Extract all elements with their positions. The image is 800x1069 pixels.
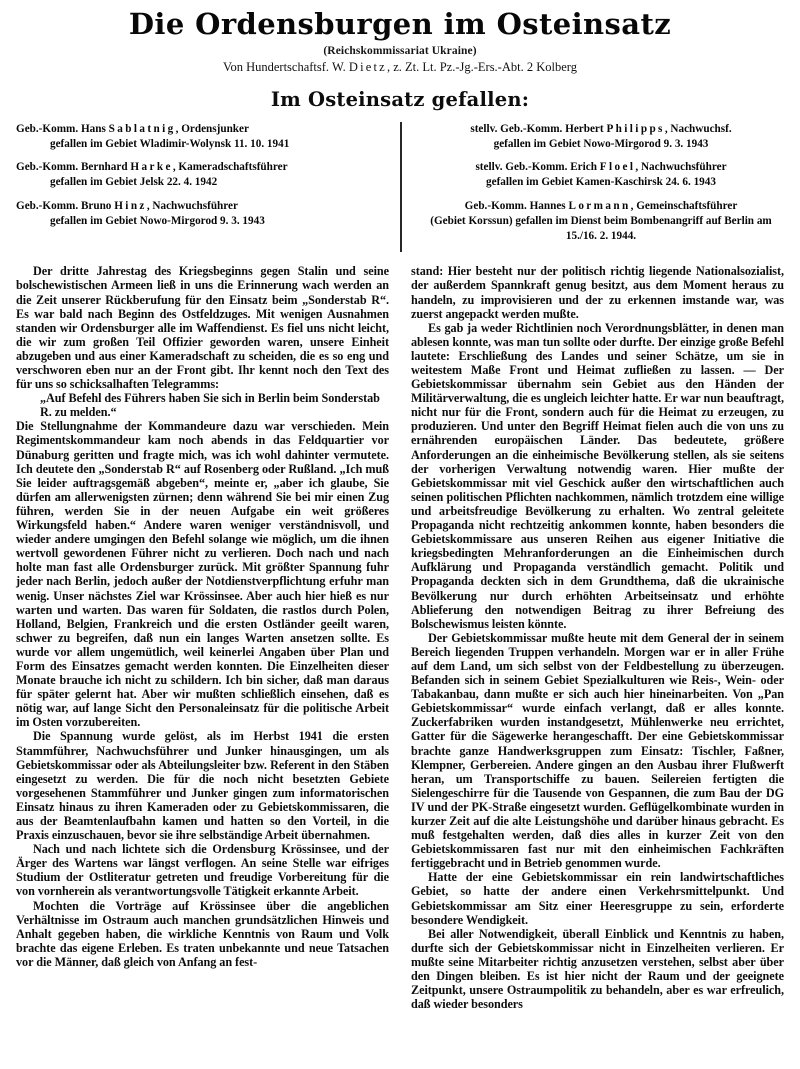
casualty-entry (16, 122, 388, 152)
casualty-roll-right-column (400, 122, 784, 252)
casualty-role: , Gemeinschaftsführer (630, 200, 738, 213)
casualty-roll (14, 122, 786, 252)
casualty-rank: Geb.-Komm. Bernhard (16, 161, 131, 174)
section-heading-fallen: Im Osteinsatz gefallen: (270, 87, 530, 111)
masthead (14, 0, 786, 111)
casualty-name: Sablatnig (108, 122, 176, 135)
casualty-rank: Geb.-Komm. Hans (16, 122, 109, 135)
casualty-entry (418, 160, 784, 190)
paragraph: stand: Hier besteht nur der politisch richtig liegende Nationalsozialist, der außerdem Spannkraft genug besitzt, aus dem Moment heraus zu handeln, zu improvisieren und der zu erkennen imstande war, was zuerst angepackt werden mußte. (411, 264, 784, 321)
casualty-entry (418, 122, 784, 152)
paragraph: Die Stellungnahme der Kommandeure dazu war verschieden. Mein Regimentskommandeur kam noch abends in das Feldquartier vor Dünaburg geritten und fragte mich, was ich wohl dahinter vermutete. Ich deutete den „Sonderstab R“ auf Rosenberg oder Rußland. „Ich muß Sie leider auftragsgemäß abgeben“, meinte er, „aber ich glaube, Sie dürfen am allerwenigsten zürnen; denn während Sie bei mir einen Zug führen, werden Sie in der neuen Aufgabe ein weit größeres Wirkungsfeld haben.“ Andere waren weniger verständnisvoll, und wieder andere umgingen den Befehl solange wie möglich, um die ihnen wertvoll gewordenen Führer nicht zu verlieren. Doch nach und nach holte man fast alle Ordensburger zurück. Mit größter Spannung fuhr jeder nach Berlin, jedoch außer der Notdienstverpflichtung erfuhr man wenig. Unser nächstes Ziel war Krössinsee. Aber auch hier hieß es nur warten und warten. Das waren für Soldaten, die rastlos durch Polen, Holland, Belgien, Frankreich und die ersten Ostländer geeilt waren, schwer zu begreifen, daß nun ein langes Warten ansetzen sollte. Es wurde vor allem ungemütlich, weil keinerlei Angaben über Plan und Form des Einsatzes gemacht werden konnten. Die Einzelheiten dieser Monate brauche ich nicht zu schildern. Ich bin sicher, daß man daraus für später gelernt hat. Aber wir mußten schließlich einsehen, daß es nötig war, auf lange Sicht den Personaleinsatz für die politische Arbeit im Osten vorzubereiten. (16, 419, 389, 730)
casualty-name: Philipps (606, 122, 665, 135)
byline-author-name: Dietz (348, 59, 387, 74)
casualty-rank: Geb.-Komm. Bruno (16, 200, 115, 213)
casualty-role: , Kameradschaftsführer (172, 161, 288, 174)
casualty-name: Hinz (114, 200, 147, 213)
casualty-rank: stellv. Geb.-Komm. Erich (475, 161, 600, 174)
casualty-name: Lormann (568, 200, 631, 213)
casualty-rank: Geb.-Komm. Hannes (464, 200, 569, 213)
casualty-entry (418, 199, 784, 243)
paragraph: Bei aller Notwendigkeit, überall Einblick und Kenntnis zu haben, durfte sich der Gebietskommissar nicht in Einzelheiten verlieren. Er mußte seine Mitarbeiter richtig anzusetzen verstehen, selbst aber über den Dingen bleiben. Es ist hier nicht der Raum und der geeignete Zeitpunkt, unsere Ostraumpolitik zu behandeln, aber es war erfreulich, daß wieder besonders (411, 926, 784, 1012)
casualty-detail: gefallen im Gebiet Jelsk 22. 4. 1942 (50, 176, 218, 189)
body-column-left (16, 264, 400, 1011)
paragraph: Hatte der eine Gebietskommissar ein rein landwirtschaftliches Gebiet, so hatte der andere einen Verkehrsmittelpunkt. Und Gebietskommissar am Sitz einer Heeresgruppe zu sein, erforderte besondere Wendigkeit. (411, 870, 784, 927)
paragraph: Es gab ja weder Richtlinien noch Verordnungsblätter, in denen man ablesen konnte, was man tun sollte oder durfte. Der einzige große Befehl lautete: Erschließung des Landes und seiner Schätze, um sie in weitestem Maße Front und Heimat zufließen zu lassen. — Der Gebietskommissar übernahm sein Gebiet aus den Händen der Militärverwaltung, die es ungleich leichter hatte. Er war nun beauftragt, nicht nur für die Front, sondern auch für die Heimat zu erzeugen, zu produzieren. Und unter den Begriff Heimat fielen auch die von uns zu ernährenden europäischen Länder. Das bedeutete, größere Anforderungen an die einheimische Bevölkerung stellen, als sie seitens der vorherigen Verwaltung notwendig waren. Hier mußte der Gebietskommissar mit viel Geschick außer den wirtschaftlichen auch seinen politischen Pflichten nachkommen, nämlich trotzdem eine willige und arbeitsfreudige Bevölkerung zu erhalten. Wo zentral geleitete Propaganda nicht rechtzeitig ankommen konnte, haben besonders die Gebietskommissare aus unseren Reihen aus eigener Initiative die kriegsbedingten Mehranforderungen an die Einheimischen durch Aufklärung und Propaganda verständlich gemacht. Politik und Propaganda deckten sich in dem Grundthema, daß die ukrainische Bevölkerung nur durch erhöhten Arbeitseinsatz und erhöhte Ablieferung den notwendigen Beitrag zu ihrer Befreiung des Bolschewismus leisten könnte. (411, 320, 784, 631)
page-subtitle: (Reichskommissariat Ukraine) (323, 44, 477, 57)
casualty-name: Floel (599, 161, 636, 174)
paragraph: Mochten die Vorträge auf Krössinsee über die angeblichen Verhältnisse im Ostraum auch manchen grundsätzlichen Hinweis und Anhalt gegeben haben, die wirkliche Kenntnis von Raum und Volk brachte das eigene Erleben. Es traten unbekannte und neue Tatsachen vor die Männer, daß gleich von Anfang an fest- (16, 898, 389, 969)
article-body (14, 264, 786, 1011)
paragraph: Der dritte Jahrestag des Kriegsbeginns gegen Stalin und seine bolschewistischen Armeen ließ in uns die Erinnerung wach werden an die Zeit unserer Rückberufung für den Einsatz beim „Sonderstab R“. Es war bald nach Beginn des Ostfeldzuges. Mit wenigen Ausnahmen standen wir Ordensburger alle im Waffendienst. Es fiel uns nicht leicht, die wir zum großen Teil Offizier geworden waren, unsere Einheit abzugeben und aus einer Kameradschaft zu scheiden, die es so eng und verschworen eben nur an der Front gibt. Ihr kennt noch den Text des für uns so schicksalhaften Telegramms: (16, 264, 389, 392)
casualty-rank: stellv. Geb.-Komm. Herbert (470, 122, 607, 135)
casualty-detail: gefallen im Gebiet Wladimir-Wolynsk 11. 10. 1941 (50, 137, 290, 150)
paragraph-quote: „Auf Befehl des Führers haben Sie sich in Berlin beim Sonderstab R. zu melden.“ (40, 391, 380, 420)
page-title: Die Ordensburgen im Osteinsatz (128, 7, 672, 41)
casualty-roll-left-column (16, 122, 400, 252)
casualty-entry (16, 199, 388, 229)
casualty-entry (16, 160, 388, 190)
casualty-detail: gefallen im Gebiet Nowo-Mirgorod 9. 3. 1943 (50, 214, 265, 227)
byline (14, 60, 786, 75)
byline-prefix: Von Hundertschaftsf. W. (223, 59, 349, 74)
byline-suffix: , z. Zt. Lt. Pz.-Jg.-Ers.-Abt. 2 Kolberg (386, 59, 577, 74)
paragraph: Die Spannung wurde gelöst, als im Herbst 1941 die ersten Stammführer, Nachwuchsführer und Junker hinausgingen, um als Gebietskommissar oder als Abteilungsleiter bzw. Referent in den Stäben eingesetzt zu werden. Die für die noch nicht besetzten Gebiete vorgesehenen Stammführer und Junker gingen zum informatorischen Einsatz hinaus zu ihren Kameraden oder zu Gebietskommissaren, die aus der Beamtenlaufbahn kamen und hatten so den Vorteil, in die Praxis einzuschauen, bevor sie ihre selbständige Arbeit übernahmen. (16, 729, 389, 843)
body-column-right (400, 264, 784, 1011)
casualty-role: , Nachwuchsführer (146, 200, 238, 213)
casualty-role: , Ordensjunker (175, 122, 249, 135)
casualty-detail: gefallen im Gebiet Kamen-Kaschirsk 24. 6. 1943 (486, 176, 716, 189)
casualty-detail: (Gebiet Korssun) gefallen im Dienst beim Bombenangriff auf Berlin am 15./16. 2. 1944. (430, 214, 772, 242)
paragraph: Nach und nach lichtete sich die Ordensburg Krössinsee, und der Ärger des Wartens war längst verflogen. An seine Stelle war eifriges Studium der Ostliteratur getreten und freudige Vorbereitung für die von vornherein als verantwortungsvolle Tätigkeit erkannte Arbeit. (16, 842, 389, 899)
casualty-role: , Nachwuchsführer (635, 161, 727, 174)
paragraph: Der Gebietskommissar mußte heute mit dem General der in seinem Bereich liegenden Truppen verhandeln. Morgen war er in aller Frühe auf dem Land, um sich selbst von der Feldbestellung zu überzeugen. Befanden sich in seinem Gebiet Spezialkulturen wie Reis-, Wein- oder Tabakanbau, dann mußte er sich auch hier hineinarbeiten. Von „Pan Gebietskommissar“ wurde einfach verlangt, daß er alles konnte. Zuckerfabriken wurden instandgesetzt, Mühlenwerke neu errichtet, Gatter für die Sägewerke herangeschafft. Der eine Gebietskommissar brachte ganze Handwerksgruppen zum Einsatz: Tischler, Faßner, Klempner, Gerbereien. Andere gingen an den Ausbau ihrer Flußwerft heran, um Transportschiffe zu bauen. Seilereien fertigten die Sielengeschirre für die Tausende von Gespannen, die zum Bau der DG IV und der PK-Straße eingesetzt wurden. Geflügelkombinate wurden in kurzer Zeit auf die alte Leistungshöhe und darüber hinaus gebracht. Es muß festgehalten werden, daß dies alles in kurzer Zeit von den Gebietskommissaren fast nur mit den einheimischen Fachkräften fertiggebracht und in Betrieb genommen wurde. (411, 630, 784, 871)
casualty-name: Harke (130, 161, 173, 174)
casualty-role: , Nachwuchsf. (664, 122, 732, 135)
casualty-detail: gefallen im Gebiet Nowo-Mirgorod 9. 3. 1943 (493, 137, 709, 150)
